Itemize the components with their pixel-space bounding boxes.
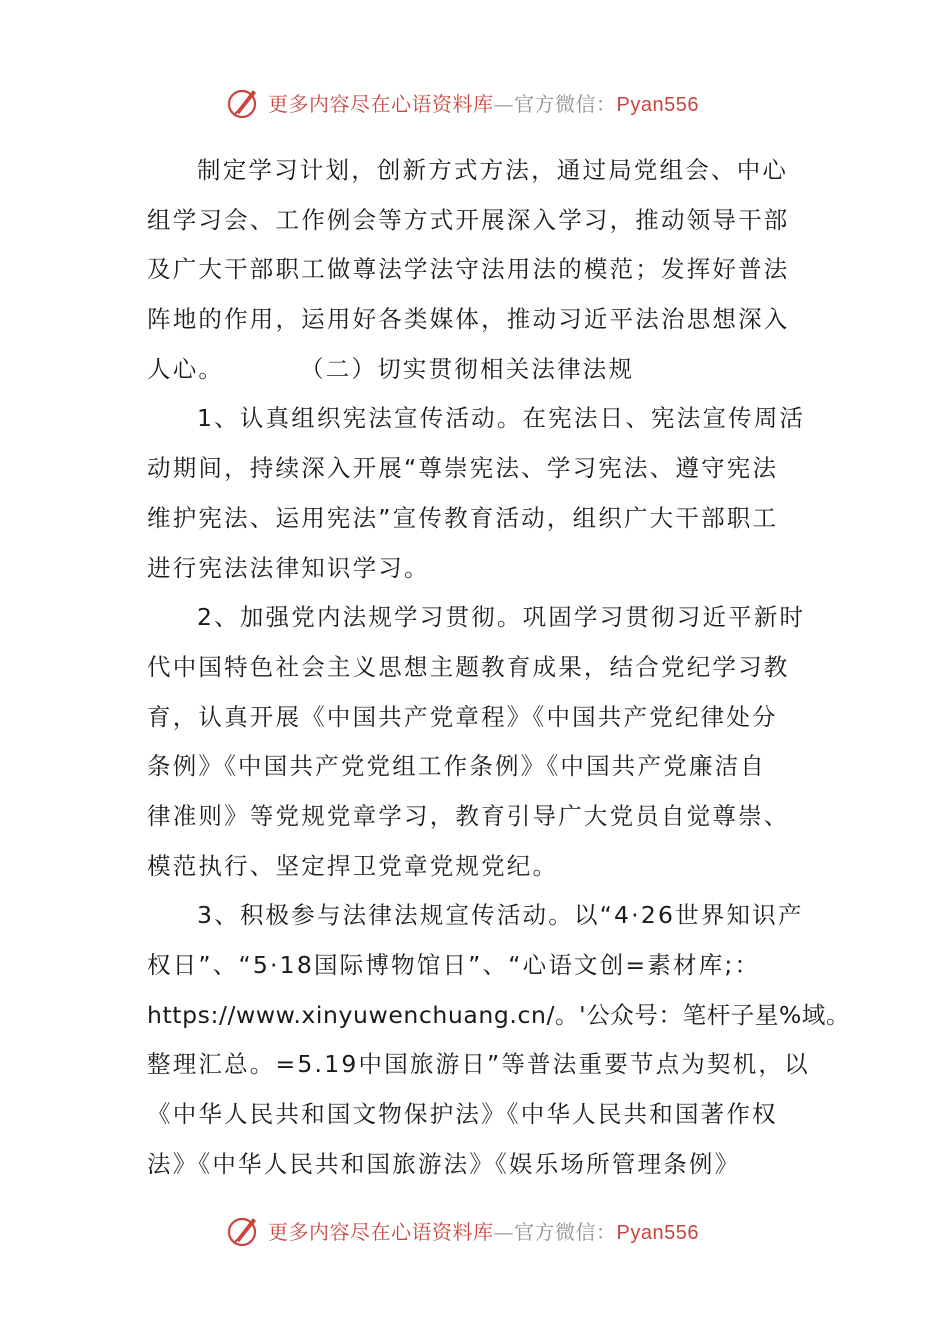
text-line: 组学习会、工作例会等方式开展深入学习，推动领导干部 xyxy=(147,205,790,234)
text-line: 法》《中华人民共和国旅游法》《娱乐场所管理条例》 xyxy=(147,1149,741,1178)
text-line: 及广大干部职工做尊法学法守法用法的模范；发挥好普法 xyxy=(147,255,790,284)
text-line: 制定学习计划，创新方式方法，通过局党组会、中心 xyxy=(197,156,789,184)
text-line: 律准则》等党规党章学习，教育引导广大党员自觉尊崇、 xyxy=(147,801,790,830)
text-line: 整理汇总。=5.19中国旅游日”等普法重要节点为契机，以 xyxy=(147,1050,810,1079)
watermark-dash: — xyxy=(493,1219,514,1244)
text-line-tail: 人心。 xyxy=(147,354,225,383)
text-line: 3、积极参与法律法规宣传活动。以“4·26世界知识产 xyxy=(197,901,804,930)
watermark-lead: 更多内容尽在心语资料库 xyxy=(268,1219,494,1244)
text-line: 动期间，持续深入开展“尊崇宪法、学习宪法、遵守宪法 xyxy=(147,454,779,483)
paragraph-2 xyxy=(147,394,807,593)
quill-logo-icon xyxy=(226,84,262,120)
watermark-wechat-label: 官方微信： xyxy=(514,91,617,116)
document-body xyxy=(147,146,851,1189)
text-line: 进行宪法法律知识学习。 xyxy=(147,553,430,582)
watermark-wechat-id: Pyan556 xyxy=(616,1221,699,1244)
paragraph-4 xyxy=(147,891,851,1189)
text-line: 模范执行、坚定捍卫党章党规党纪。 xyxy=(147,851,559,880)
text-line: 2、加强党内法规学习贯彻。巩固学习贯彻习近平新时 xyxy=(197,603,806,632)
text-line: 权日”、“5·18国际博物馆日”、“心语文创=素材库;： xyxy=(147,951,761,979)
watermark-banner-bottom xyxy=(226,1208,746,1252)
watermark-text xyxy=(268,88,699,117)
text-line: 《中华人民共和国文物保护法》《中华人民共和国著作权 xyxy=(147,1100,778,1129)
quill-logo-icon xyxy=(226,1212,262,1248)
text-line: 维护宪法、运用宪法”宣传教育活动，组织广大干部职工 xyxy=(147,503,779,532)
text-line: 阵地的作用，运用好各类媒体，推动习近平法治思想深入 xyxy=(147,305,790,334)
watermark-wechat-label: 官方微信： xyxy=(514,1219,617,1244)
section-heading: （二）切实贯彻相关法律法规 xyxy=(300,354,635,383)
text-line xyxy=(147,345,807,395)
watermark-banner-top xyxy=(226,80,746,124)
text-line-url: https://www.xinyuwenchuang.cn/。'公众号：笔杆子星%域。 xyxy=(147,1000,851,1029)
paragraph-3 xyxy=(147,593,807,891)
watermark-wechat-id: Pyan556 xyxy=(616,93,699,116)
text-line: 代中国特色社会主义思想主题教育成果，结合党纪学习教 xyxy=(147,652,790,681)
watermark-dash: — xyxy=(493,91,514,116)
text-line: 1、认真组织宪法宣传活动。在宪法日、宪法宣传周活 xyxy=(197,404,806,433)
paragraph-1 xyxy=(147,146,807,394)
watermark-text xyxy=(268,1216,699,1245)
watermark-lead: 更多内容尽在心语资料库 xyxy=(268,91,494,116)
text-line: 条例》《中国共产党党组工作条例》《中国共产党廉洁自 xyxy=(147,752,766,781)
text-line: 育，认真开展《中国共产党章程》《中国共产党纪律处分 xyxy=(147,702,778,731)
